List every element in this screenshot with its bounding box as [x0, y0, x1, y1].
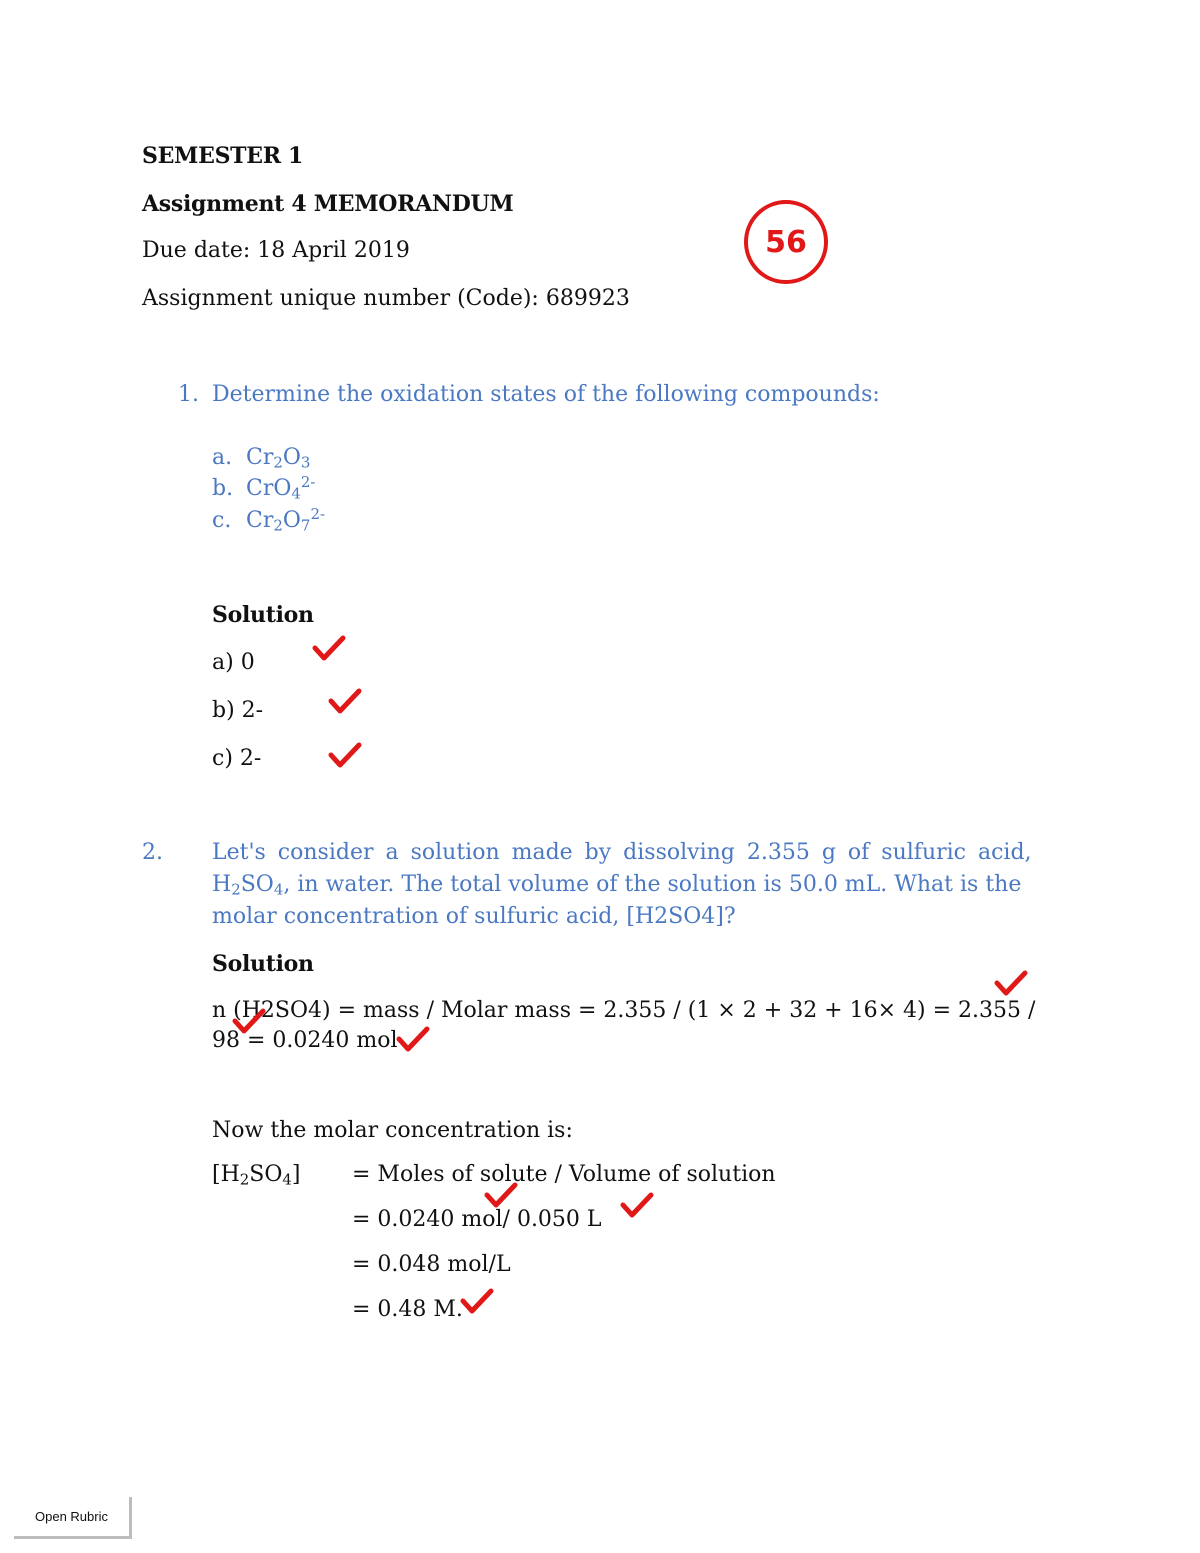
due-date: Due date: 18 April 2019	[142, 238, 410, 263]
checkmark-icon	[620, 1192, 654, 1218]
checkmark-icon	[328, 688, 362, 714]
moles-line-2: 98 = 0.0240 mol	[212, 1028, 398, 1053]
checkmark-icon	[460, 1288, 494, 1314]
checkmark-icon	[328, 742, 362, 768]
option-b-formula: CrO$_4^{2-}$	[246, 472, 316, 503]
checkmark-icon	[312, 635, 346, 661]
question-2-prompt-line-3: molar concentration of sulfuric acid, [H2SO4]?	[212, 904, 736, 929]
answer-c: c) 2-	[212, 746, 262, 771]
concentration-step-1: = Moles of solute / Volume of solution	[352, 1162, 776, 1187]
assignment-title: Assignment 4 MEMORANDUM	[142, 191, 514, 217]
question-2-prompt-line-2: $H_2SO_4$, in water. The total volume of the solution is 50.0 mL. What is the	[212, 872, 1022, 899]
checkmark-icon	[232, 1008, 266, 1034]
answer-a: a) 0	[212, 650, 255, 675]
score-badge	[744, 200, 828, 284]
question-1-number: 1.	[178, 382, 199, 407]
question-2-prompt-line-1: Let's consider a solution made by dissolving 2.355 g of sulfuric acid,	[212, 840, 1032, 865]
checkmark-icon	[484, 1182, 518, 1208]
semester-heading: SEMESTER 1	[142, 143, 304, 169]
moles-line-1: n (H2SO4) = mass / Molar mass = 2.355 / (1 × 2 + 32 + 16× 4) = 2.355 /	[212, 998, 1036, 1023]
answer-b: b) 2-	[212, 698, 264, 723]
open-rubric-button[interactable]: Open Rubric	[14, 1497, 132, 1539]
question-1-solution-heading: Solution	[212, 602, 314, 628]
option-c-label: c.	[212, 508, 232, 533]
option-a-formula: $Cr_2O_3$	[246, 445, 311, 472]
concentration-step-4: = 0.48 M.	[352, 1297, 463, 1322]
concentration-step-3: = 0.048 mol/L	[352, 1252, 511, 1277]
question-1-prompt: Determine the oxidation states of the following compounds:	[212, 382, 880, 407]
assignment-code: Assignment unique number (Code): 689923	[142, 286, 630, 311]
question-2-solution-heading: Solution	[212, 951, 314, 977]
concentration-step-2: = 0.0240 mol/ 0.050 L	[352, 1207, 602, 1232]
concentration-intro: Now the molar concentration is:	[212, 1118, 573, 1143]
option-c-formula: $Cr_2O_7^{2-}$	[246, 504, 326, 535]
score-value: 56	[765, 224, 807, 260]
question-2-number: 2.	[142, 840, 163, 865]
concentration-label: $[H_2SO_4]$	[212, 1162, 301, 1189]
checkmark-icon	[994, 970, 1028, 996]
checkmark-icon	[396, 1026, 430, 1052]
option-b-label: b.	[212, 476, 234, 501]
option-a-label: a.	[212, 445, 233, 470]
